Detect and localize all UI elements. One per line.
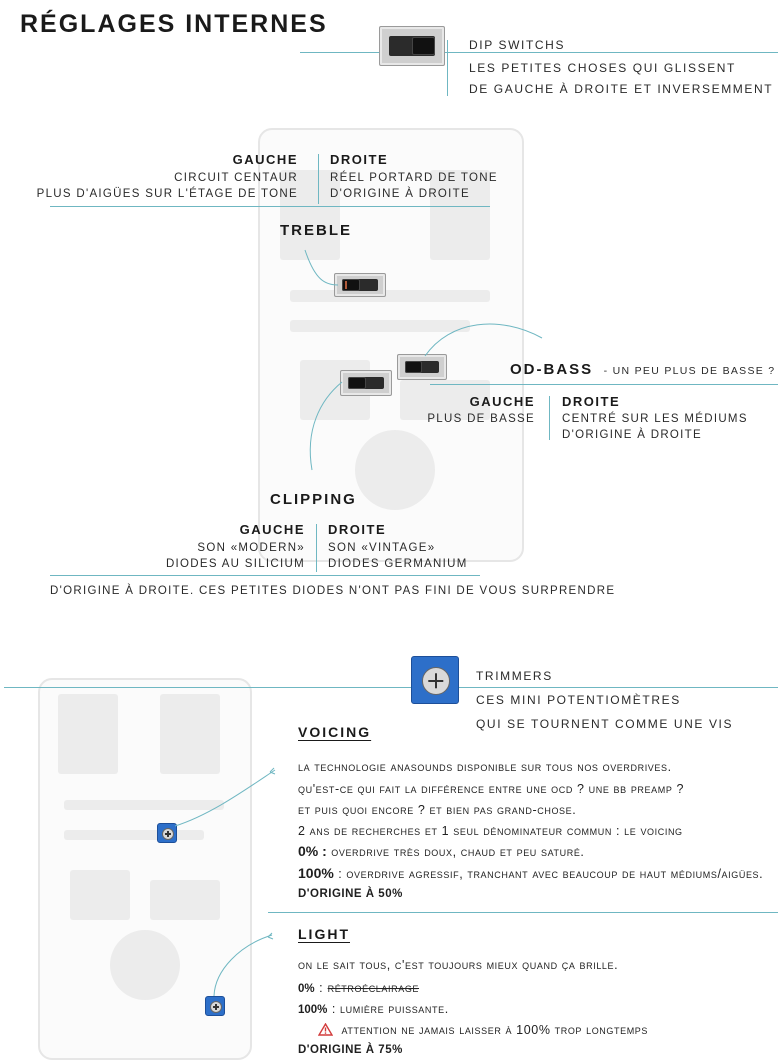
voicing-title: VOICING — [298, 724, 372, 740]
tone-left-line-1: CIRCUIT CENTAUR — [174, 172, 298, 184]
light-warning-text: attention ne jamais laisser à 100% trop longtemps — [341, 1023, 649, 1037]
tone-left-line-2: PLUS D'AIGÜES SUR L'ÉTAGE DE TONE — [36, 188, 298, 200]
light-0-label: 0% — [298, 983, 315, 995]
trimmers-line-1: CES MINI POTENTIOMÈTRES — [476, 693, 681, 707]
odbass-right-head: DROITE — [562, 394, 621, 409]
light-title: LIGHT — [298, 926, 350, 942]
clipping-right-line-1: SON «VINTAGE» — [328, 542, 436, 554]
voicing-100-row — [298, 865, 763, 883]
clipping-left-head: GAUCHE — [239, 522, 305, 537]
light-p1: on le sait tous, c'est toujours mieux quand ça brille. — [298, 958, 619, 972]
clipping-footer: D'ORIGINE À DROITE. CES PETITES DIODES N'ONT PAS FINI DE VOUS SURPRENDRE — [50, 585, 616, 597]
voicing-0-row — [298, 843, 585, 861]
light-origin: D'ORIGINE À 75% — [298, 1044, 403, 1056]
light-0-row — [298, 979, 419, 997]
voicing-p1: la technologie anasounds disponible sur tous nos overdrives. — [298, 760, 672, 774]
clipping-right-head: DROITE — [328, 522, 387, 537]
voicing-0-label: 0% : — [298, 843, 327, 859]
warning-icon — [318, 1023, 333, 1036]
voicing-p4: 2 ans de recherches et 1 seul dénominateur commun : le voicing — [298, 824, 683, 838]
voicing-100-text: : overdrive agressif, tranchant avec beaucoup de haut médiums/aigües. — [338, 867, 764, 881]
tone-right-head: DROITE — [330, 152, 389, 167]
light-0-separator: : — [319, 981, 324, 995]
voicing-p2: qu'est-ce qui fait la différence entre une ocd ? une bb preamp ? — [298, 782, 685, 796]
tone-right-line-2: D'ORIGINE À DROITE — [330, 188, 470, 200]
dip-title: DIP SWITCHS — [469, 38, 566, 52]
tone-left-head: GAUCHE — [232, 152, 298, 167]
clipping-left-line-1: SON «MODERN» — [197, 542, 305, 554]
voicing-0-text: overdrive très doux, chaud et peu saturé. — [331, 845, 585, 859]
trimmers-title: TRIMMERS — [476, 669, 553, 683]
light-100-row — [298, 1000, 449, 1018]
voicing-p3: et puis quoi encore ? et bien pas grand-chose. — [298, 803, 577, 817]
treble-label: TREBLE — [280, 222, 352, 239]
clipping-right-line-2: DIODES GERMANIUM — [328, 558, 468, 570]
voicing-origin: D'ORIGINE À 50% — [298, 888, 403, 900]
odbass-right-line-1: CENTRÉ SUR LES MÉDIUMS — [562, 413, 748, 425]
light-0-text: rétroéclairage — [327, 981, 420, 995]
dip-line-1: LES PETITES CHOSES QUI GLISSENT — [469, 61, 736, 75]
clipping-left-line-2: DIODES AU SILICIUM — [165, 558, 305, 570]
light-warning-row — [318, 1021, 648, 1039]
odbass-right-line-2: D'ORIGINE À DROITE — [562, 429, 702, 441]
light-100-text: : lumière puissante. — [331, 1002, 449, 1016]
tone-right-line-1: RÉEL PORTARD DE TONE — [330, 172, 498, 184]
odbass-title: OD-BASS — [510, 361, 594, 378]
trimmers-line-2: QUI SE TOURNENT COMME UNE VIS — [476, 717, 734, 731]
odbass-left-head: GAUCHE — [469, 394, 535, 409]
odbass-subtitle: - UN PEU PLUS DE BASSE ? — [603, 365, 776, 377]
clipping-title: CLIPPING — [270, 491, 357, 508]
odbass-left-line-1: PLUS DE BASSE — [427, 413, 535, 425]
light-100-label: 100% — [298, 1004, 328, 1016]
voicing-rule — [268, 912, 778, 913]
dip-line-2: DE GAUCHE À DROITE ET INVERSEMMENT — [469, 82, 774, 96]
page-title: RÉGLAGES INTERNES — [20, 10, 328, 38]
voicing-100-label: 100% — [298, 865, 334, 881]
